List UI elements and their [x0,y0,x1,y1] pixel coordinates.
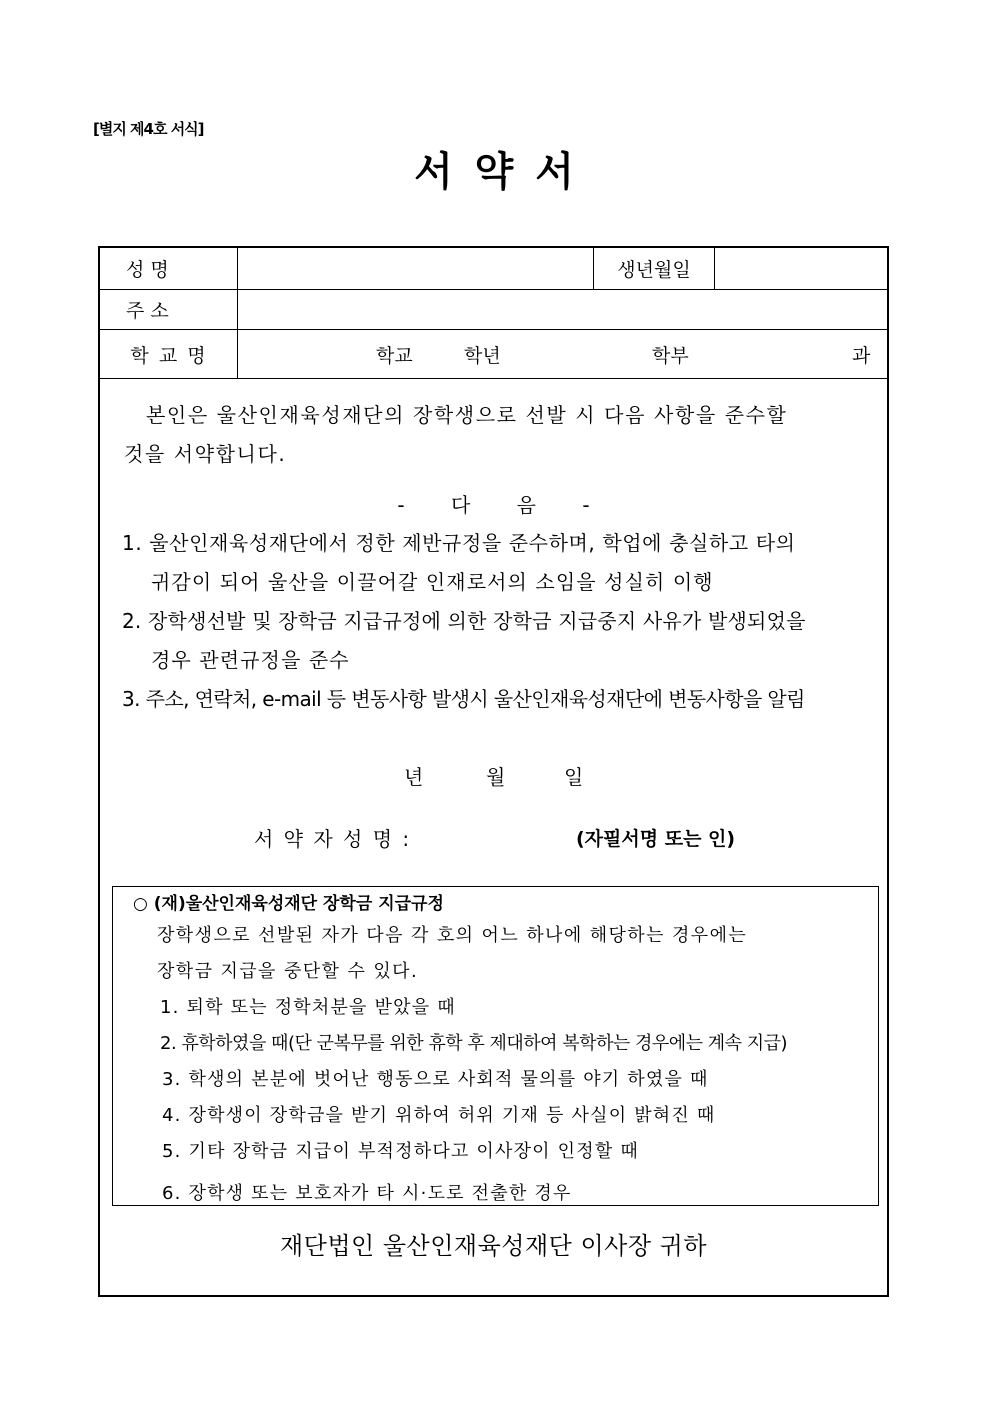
signature-note: (자필서명 또는 인) [576,828,736,850]
regulation-item-1: 1. 퇴학 또는 정학처분을 받았을 때 [160,997,456,1018]
regulation-intro-line-2: 장학금 지급을 중단할 수 있다. [157,961,419,982]
section-heading: - 다 음 - [397,493,590,517]
list-item-1-line-2: 귀감이 되어 울산을 이끌어갈 인재로서의 소임을 성실히 이행 [151,570,714,594]
regulation-heading: ○ (재)울산인재육성재단 장학금 지급규정 [133,894,444,914]
school-suffix: 학교 [376,344,413,367]
school-label: 학 교 명 [130,344,208,367]
regulation-item-5: 5. 기타 장학금 지급이 부적정하다고 이사장이 인정할 때 [162,1141,639,1162]
school-field[interactable] [238,330,887,378]
name-label: 성 명 [126,259,169,281]
list-item-2-line-2: 경우 관련규정을 준수 [151,648,350,672]
regulation-item-2: 2. 휴학하였을 때(단 군복무를 위한 휴학 후 제대하여 복학하는 경우에는 계속 지급) [160,1033,788,1054]
pledge-form [98,246,889,1297]
date-day-label: 일 [564,765,584,789]
addressee-footer: 재단법인 울산인재육성재단 이사장 귀하 [279,1232,707,1260]
date-year-label: 년 [404,765,424,789]
school-label-cell [100,330,238,378]
birth-date-field[interactable] [715,248,887,289]
pledge-statement-line-1: 본인은 울산인재육성재단의 장학생으로 선발 시 다음 사항을 준수할 [146,403,788,427]
regulation-box [112,886,879,1206]
list-item-2-line-1: 2. 장학생선발 및 장학금 지급규정에 의한 장학금 지급중지 사유가 발생되었을 [122,609,806,633]
pledge-statement-line-2: 것을 서약합니다. [124,442,287,466]
regulation-item-6: 6. 장학생 또는 보호자가 타 시·도로 전출한 경우 [162,1183,572,1204]
regulation-item-3: 3. 학생의 본분에 벗어난 행동으로 사회적 물의를 야기 하였을 때 [162,1069,709,1090]
grade-suffix: 학년 [464,344,501,367]
address-label-cell [100,290,238,329]
list-item-3: 3. 주소, 연락처, e-mail 등 변동사항 발생시 울산인재육성재단에 변동사항을 알림 [122,687,805,711]
document-title: 서 약 서 [414,149,578,195]
name-label-cell [100,248,238,289]
address-label: 주 소 [126,300,169,322]
regulation-item-4: 4. 장학생이 장학금을 받기 위하여 허위 기재 등 사실이 밝혀진 때 [162,1105,716,1126]
signatory-name-label: 서 약 자 성 명 : [254,827,411,851]
birth-date-label-cell [594,248,714,289]
faculty-suffix: 학부 [652,344,689,367]
form-number-label: [별지 제4호 서식] [93,120,204,138]
row-divider [100,378,887,379]
birth-date-label: 생년월일 [617,259,691,281]
regulation-intro-line-1: 장학생으로 선발된 자가 다음 각 호의 어느 하나에 해당하는 경우에는 [157,925,748,946]
date-month-label: 월 [486,765,506,789]
department-suffix: 과 [852,344,871,367]
name-field[interactable] [238,248,593,289]
address-field[interactable] [238,290,887,329]
list-item-1-line-1: 1. 울산인재육성재단에서 정한 제반규정을 준수하며, 학업에 충실하고 타의 [122,531,796,555]
